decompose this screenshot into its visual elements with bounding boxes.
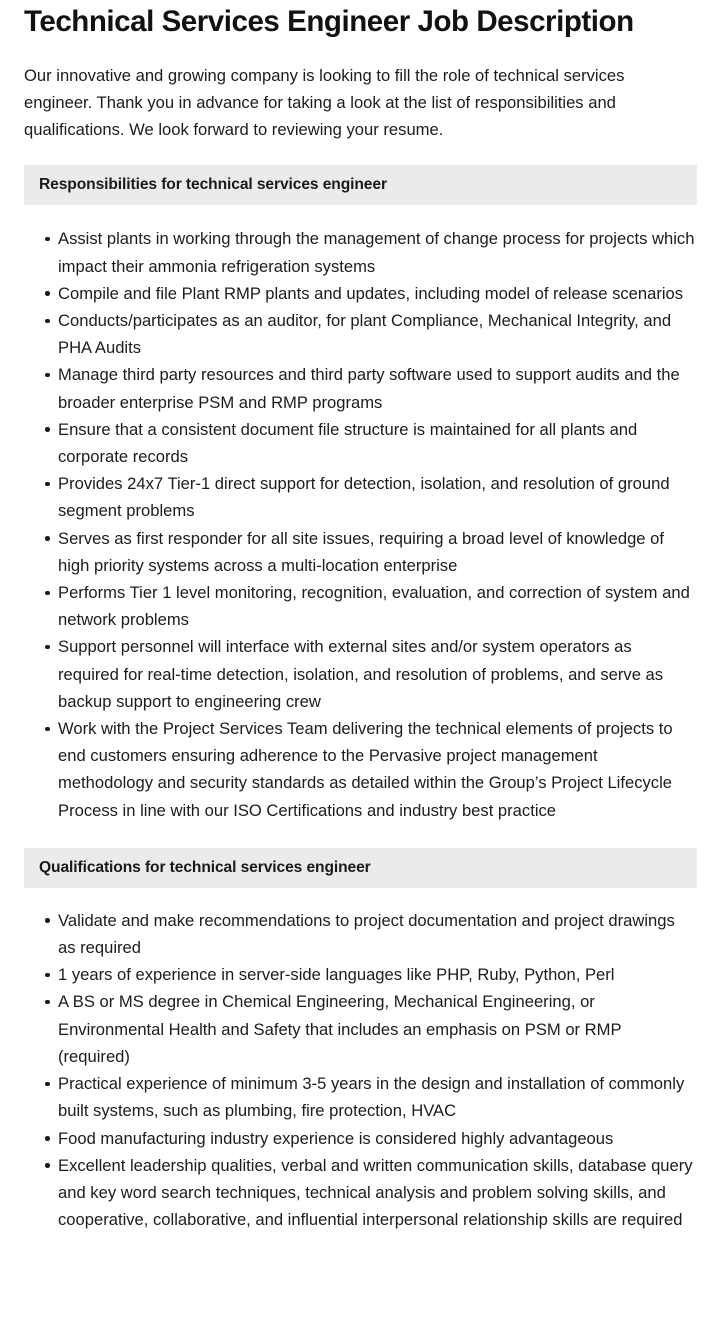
qualifications-heading: Qualifications for technical services engineer (39, 858, 371, 876)
list-item: Practical experience of minimum 3-5 years in the design and installation of commonly built systems, such as plumbing, fire protection, HVAC (24, 1070, 696, 1124)
list-item: Support personnel will interface with external sites and/or system operators as required for real-time detection, isolation, and resolution of problems, and serve as backup support to engineering crew (24, 633, 696, 715)
qualifications-section (24, 848, 696, 1233)
qualifications-section-header (24, 848, 697, 888)
list-item: Performs Tier 1 level monitoring, recognition, evaluation, and correction of system and network problems (24, 579, 696, 633)
list-item: Work with the Project Services Team delivering the technical elements of projects to end customers ensuring adherence to the Pervasive project management methodology and security standards as detailed within the Group’s Project Lifecycle Process in line with our ISO Certifications and industry best practice (24, 715, 696, 824)
list-item: Food manufacturing industry experience is considered highly advantageous (24, 1125, 696, 1152)
list-item: Excellent leadership qualities, verbal and written communication skills, database query and key word search techniques, technical analysis and problem solving skills, and cooperative, collaborative, and influential interpersonal relationship skills are required (24, 1152, 696, 1234)
list-item: Compile and file Plant RMP plants and updates, including model of release scenarios (24, 280, 696, 307)
responsibilities-section (24, 165, 696, 823)
list-item: 1 years of experience in server-side languages like PHP, Ruby, Python, Perl (24, 961, 696, 988)
list-item: Manage third party resources and third party software used to support audits and the broader enterprise PSM and RMP programs (24, 361, 696, 415)
responsibilities-heading: Responsibilities for technical services engineer (39, 176, 387, 194)
list-item: Assist plants in working through the management of change process for projects which impact their ammonia refrigeration systems (24, 225, 696, 279)
list-item: Conducts/participates as an auditor, for plant Compliance, Mechanical Integrity, and PHA Audits (24, 307, 696, 361)
list-item: Validate and make recommendations to project documentation and project drawings as required (24, 907, 696, 961)
page-title: Technical Services Engineer Job Description (24, 5, 634, 38)
intro-paragraph: Our innovative and growing company is looking to fill the role of technical services engineer. Thank you in advance for taking a look at the list of responsibilities and qualifications. We look forward to reviewing your resume. (24, 65, 625, 140)
qualifications-list (24, 888, 696, 1233)
list-item: Serves as first responder for all site issues, requiring a broad level of knowledge of high priority systems across a multi-location enterprise (24, 525, 696, 579)
responsibilities-section-header (24, 165, 697, 205)
responsibilities-list (24, 205, 696, 823)
list-item: Ensure that a consistent document file structure is maintained for all plants and corporate records (24, 416, 696, 470)
list-item: A BS or MS degree in Chemical Engineering, Mechanical Engineering, or Environmental Health and Safety that includes an emphasis on PSM or RMP (required) (24, 988, 696, 1070)
list-item: Provides 24x7 Tier-1 direct support for detection, isolation, and resolution of ground segment problems (24, 470, 696, 524)
